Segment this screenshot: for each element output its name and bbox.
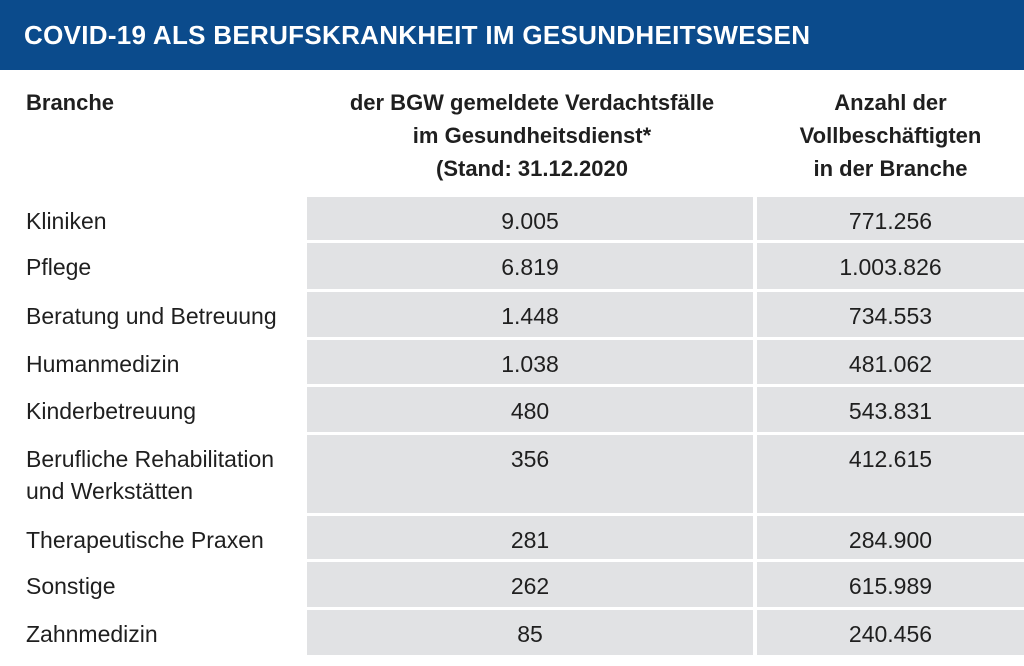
branche-label: Sonstige — [26, 573, 116, 599]
branche-label: Kliniken — [26, 208, 107, 234]
cell-staff: 615.989 — [757, 562, 1024, 607]
cell-cases: 1.448 — [307, 292, 753, 337]
cell-cases: 262 — [307, 562, 753, 607]
cell-cases: 356 — [307, 435, 753, 513]
cell-staff: 771.256 — [757, 197, 1024, 240]
cell-cases: 9.005 — [307, 197, 753, 240]
cell-cases: 1.038 — [307, 340, 753, 384]
table-row — [0, 435, 1024, 516]
cell-branche — [26, 562, 306, 607]
column-header-cases — [312, 86, 752, 185]
cell-staff: 412.615 — [757, 435, 1024, 513]
cell-staff: 481.062 — [757, 340, 1024, 384]
branche-label: Berufliche Rehabilitation — [26, 446, 275, 472]
cell-cases: 85 — [307, 610, 753, 655]
branche-label: und Werkstätten — [26, 478, 194, 504]
cell-cases: 6.819 — [307, 243, 753, 289]
column-header-line: Vollbeschäftigten — [799, 123, 982, 148]
table-row — [0, 387, 1024, 435]
table-row — [0, 610, 1024, 658]
cell-branche — [26, 340, 306, 384]
branche-label: Beratung und Betreuung — [26, 303, 277, 329]
cell-branche — [26, 610, 306, 655]
cell-branche — [26, 197, 306, 240]
branche-label: Pflege — [26, 254, 92, 280]
cell-staff: 1.003.826 — [757, 243, 1024, 289]
cell-staff: 543.831 — [757, 387, 1024, 432]
cell-staff: 240.456 — [757, 610, 1024, 655]
branche-label: Humanmedizin — [26, 351, 180, 377]
cell-branche — [26, 243, 306, 289]
table-row — [0, 243, 1024, 292]
table-row — [0, 516, 1024, 562]
column-header-line: (Stand: 31.12.2020 — [436, 156, 628, 181]
column-header-line: in der Branche — [813, 156, 968, 181]
column-header-line: der BGW gemeldete Verdachtsfälle — [349, 90, 715, 115]
cell-branche — [26, 292, 306, 337]
column-header-branche — [26, 86, 114, 119]
table-row — [0, 562, 1024, 610]
cell-staff: 734.553 — [757, 292, 1024, 337]
column-header-staff — [757, 86, 1024, 185]
cell-branche — [26, 516, 306, 559]
branche-label: Zahnmedizin — [26, 621, 158, 647]
cell-cases: 480 — [307, 387, 753, 432]
column-header-line: Anzahl der — [834, 90, 947, 115]
page-title: COVID-19 ALS BERUFSKRANKHEIT IM GESUNDHEITSWESEN — [24, 19, 811, 50]
table-row — [0, 197, 1024, 243]
cell-branche — [26, 435, 306, 513]
branche-label: Therapeutische Praxen — [26, 527, 264, 553]
column-header-line: Branche — [26, 90, 115, 115]
branche-label: Kinderbetreuung — [26, 398, 197, 424]
cell-staff: 284.900 — [757, 516, 1024, 559]
table-row — [0, 292, 1024, 340]
title-banner — [0, 0, 1024, 70]
cell-branche — [26, 387, 306, 432]
column-header-line: im Gesundheitsdienst* — [412, 123, 652, 148]
cell-cases: 281 — [307, 516, 753, 559]
table-row — [0, 340, 1024, 387]
